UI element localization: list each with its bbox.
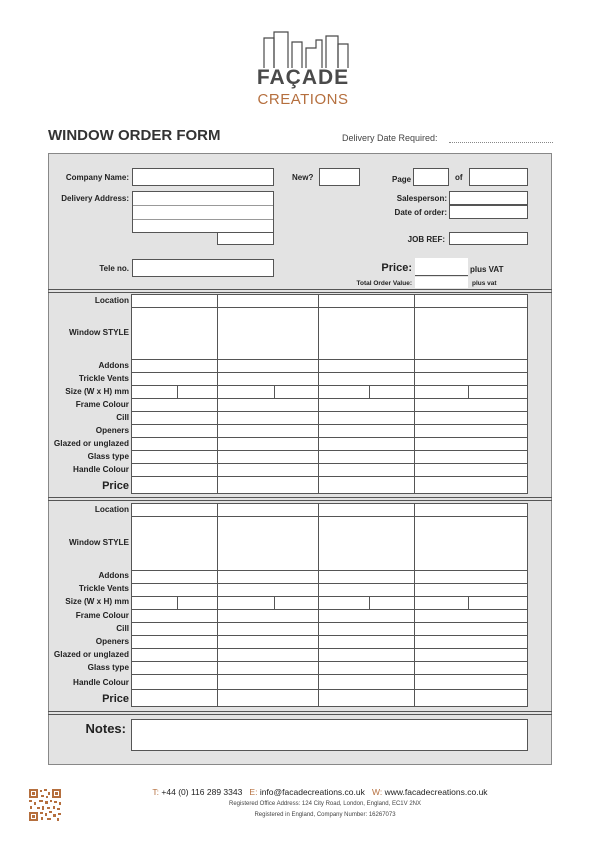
price-field[interactable] <box>415 258 468 276</box>
delivery-date-field[interactable] <box>449 142 553 143</box>
row-label-size: Size (W x H) mm <box>65 597 129 606</box>
tele-no-field[interactable] <box>132 259 274 277</box>
row-label-addons: Addons <box>98 571 129 580</box>
of-label: of <box>455 173 463 182</box>
row-label-size: Size (W x H) mm <box>65 387 129 396</box>
web-key: W: <box>371 787 383 797</box>
company-name-label: Company Name: <box>65 173 129 182</box>
delivery-address-label: Delivery Address: <box>61 194 129 203</box>
row-label-addons: Addons <box>98 361 129 370</box>
row-label-frame-colour: Frame Colour <box>75 400 129 409</box>
page-field[interactable] <box>413 168 449 186</box>
logo-building-icon <box>262 30 350 68</box>
section-divider <box>48 289 552 290</box>
row-label-window-style: Window STYLE <box>69 328 129 337</box>
new-field[interactable] <box>319 168 360 186</box>
notes-label: Notes: <box>85 721 126 736</box>
row-label-openers: Openers <box>95 426 129 435</box>
page-title: WINDOW ORDER FORM <box>48 127 221 144</box>
postcode-field[interactable] <box>217 232 274 245</box>
company-name-field[interactable] <box>132 168 274 186</box>
total-order-value-label: Total Order Value: <box>356 280 412 287</box>
row-label-openers: Openers <box>95 637 129 646</box>
window-grid-1[interactable] <box>131 294 528 494</box>
row-label-location: Location <box>94 296 129 305</box>
delivery-date-label: Delivery Date Required: <box>342 133 438 143</box>
row-label-price: Price <box>102 480 129 492</box>
delivery-address-field[interactable] <box>132 191 274 233</box>
row-label-glazed: Glazed or unglazed <box>53 439 129 448</box>
email-value[interactable]: info@facadecreations.co.uk <box>259 787 365 797</box>
job-ref-field[interactable] <box>449 232 528 245</box>
page-total-field[interactable] <box>469 168 528 186</box>
price-label: Price: <box>381 262 412 274</box>
registered-address: Registered Office Address: 124 City Road, London, England, EC1V 2NX <box>228 801 421 807</box>
section-divider <box>48 497 552 498</box>
row-label-price: Price <box>102 693 129 705</box>
plus-vat-small-label: plus vat <box>472 280 497 287</box>
row-label-glass-type: Glass type <box>87 663 129 672</box>
window-grid-2[interactable] <box>131 503 528 707</box>
page-label: Page <box>392 175 412 184</box>
section-divider <box>48 500 552 501</box>
row-label-location: Location <box>94 505 129 514</box>
company-registration: Registered in England, Company Number: 16267073 <box>254 812 396 818</box>
row-label-cill: Cill <box>116 624 129 633</box>
logo-name-top: FAÇADE <box>256 66 350 89</box>
row-label-glazed: Glazed or unglazed <box>53 650 129 659</box>
web-value[interactable]: www.facadecreations.co.uk <box>384 787 488 797</box>
section-divider <box>48 714 552 715</box>
footer-contact <box>120 787 520 797</box>
logo-name-bottom: CREATIONS <box>257 91 349 108</box>
plus-vat-label: plus VAT <box>470 265 504 274</box>
row-label-handle-colour: Handle Colour <box>73 465 129 474</box>
job-ref-label: JOB REF: <box>407 235 445 244</box>
qr-code-icon <box>28 788 62 822</box>
salesperson-field[interactable] <box>449 191 528 205</box>
row-label-cill: Cill <box>116 413 129 422</box>
row-label-frame-colour: Frame Colour <box>75 611 129 620</box>
tele-no-label: Tele no. <box>99 264 129 273</box>
section-divider <box>48 711 552 712</box>
row-label-window-style: Window STYLE <box>69 538 129 547</box>
row-label-handle-colour: Handle Colour <box>73 678 129 687</box>
section-divider <box>48 292 552 293</box>
date-of-order-field[interactable] <box>449 205 528 219</box>
row-label-trickle-vents: Trickle Vents <box>78 374 129 383</box>
email-key: E: <box>249 787 258 797</box>
total-order-value-field[interactable] <box>415 277 468 288</box>
phone-key: T: <box>152 787 160 797</box>
date-of-order-label: Date of order: <box>394 208 447 217</box>
phone-value[interactable]: +44 (0) 116 289 3343 <box>161 787 243 797</box>
new-label: New? <box>292 173 314 182</box>
salesperson-label: Salesperson: <box>396 194 447 203</box>
notes-field[interactable] <box>131 719 528 751</box>
row-label-glass-type: Glass type <box>87 452 129 461</box>
row-label-trickle-vents: Trickle Vents <box>78 584 129 593</box>
